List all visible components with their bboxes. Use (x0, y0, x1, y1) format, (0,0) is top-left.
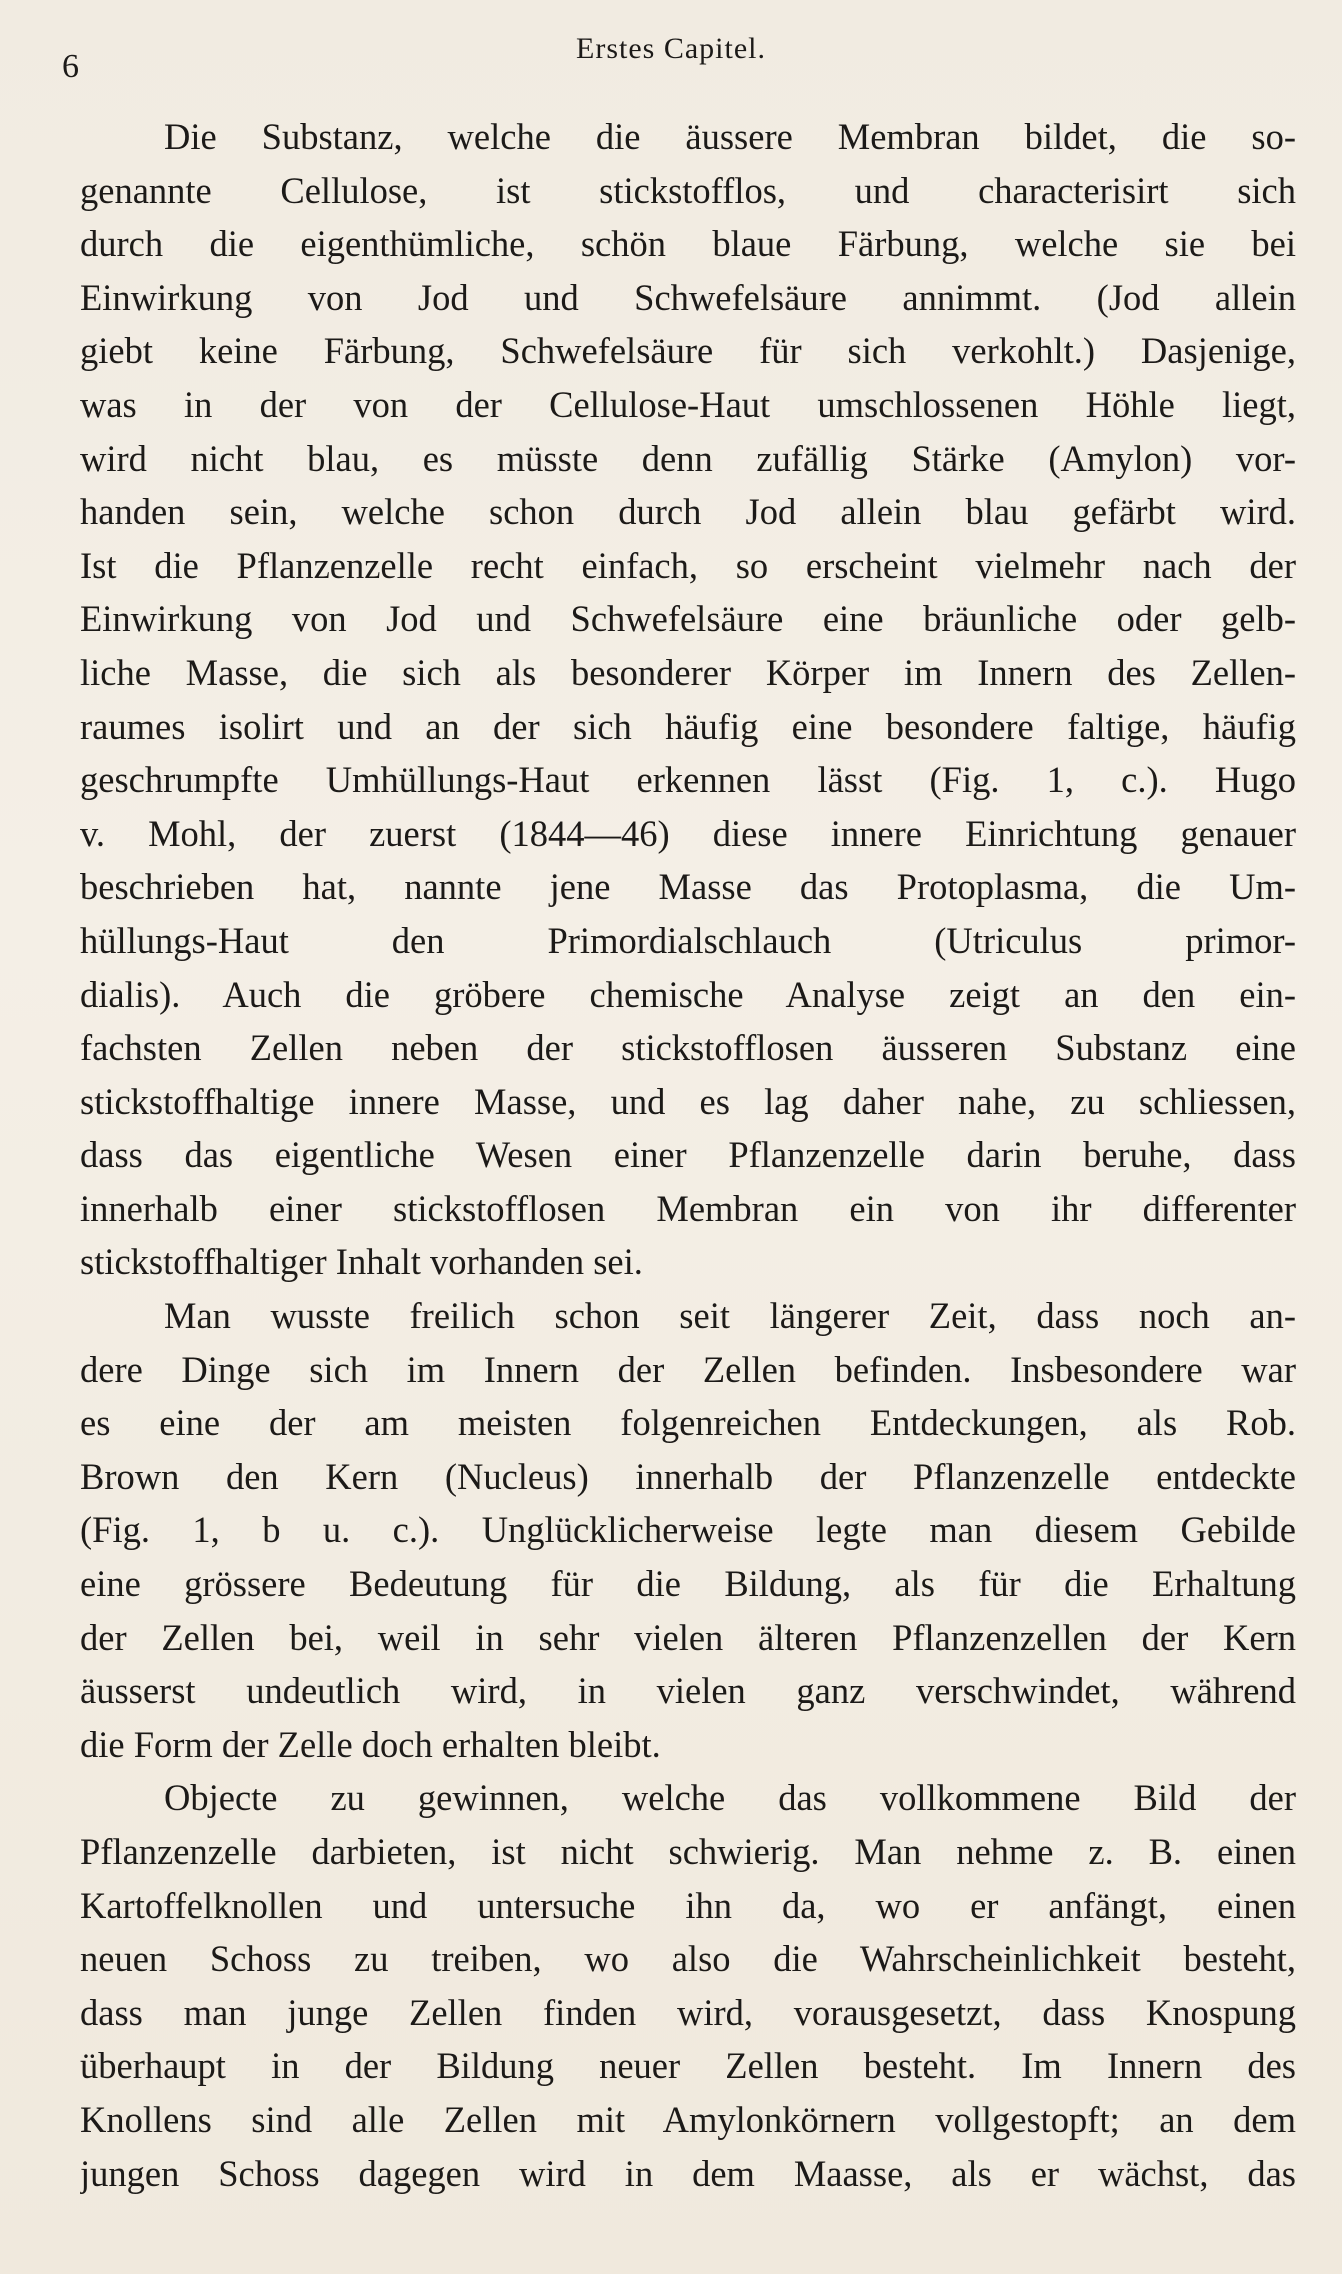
page-number: 6 (62, 48, 79, 85)
text-line: es eine der am meisten folgenreichen Entdeckungen, als Rob. (80, 1402, 1296, 1444)
text-line: stickstoffhaltige innere Masse, und es lag daher nahe, zu schliessen, (80, 1080, 1296, 1122)
text-line: (Fig. 1, b u. c.). Unglücklicherweise legte man diesem Gebilde (80, 1509, 1296, 1551)
text-line: handen sein, welche schon durch Jod allein blau gefärbt wird. (80, 491, 1296, 533)
text-line: v. Mohl, der zuerst (1844—46) diese innere Einrichtung genauer (80, 812, 1296, 854)
text-line: beschrieben hat, nannte jene Masse das Protoplasma, die Um- (80, 866, 1296, 908)
text-line: jungen Schoss dagegen wird in dem Maasse, als er wächst, das (80, 2152, 1296, 2194)
page-header (0, 28, 1342, 88)
running-head: Erstes Capitel. (576, 32, 766, 65)
text-line: dass man junge Zellen finden wird, vorausgesetzt, dass Knospung (80, 1991, 1296, 2033)
body-text (80, 110, 1296, 2200)
text-line: dass das eigentliche Wesen einer Pflanzenzelle darin beruhe, dass (80, 1134, 1296, 1176)
paragraph (80, 1771, 1296, 2200)
text-line: Ist die Pflanzenzelle recht einfach, so erscheint vielmehr nach der (80, 544, 1296, 586)
text-line: fachsten Zellen neben der stickstofflosen äusseren Substanz eine (80, 1027, 1296, 1069)
text-line: genannte Cellulose, ist stickstofflos, und characterisirt sich (80, 169, 1296, 211)
text-line: Man wusste freilich schon seit längerer Zeit, dass noch an- (164, 1295, 1296, 1337)
text-line: Pflanzenzelle darbieten, ist nicht schwierig. Man nehme z. B. einen (80, 1831, 1296, 1872)
text-line: stickstoffhaltiger Inhalt vorhanden sei. (80, 1241, 643, 1283)
text-line: Objecte zu gewinnen, welche das vollkommene Bild der (164, 1777, 1296, 1819)
text-line: neuen Schoss zu treiben, wo also die Wahrscheinlichkeit besteht, (80, 1938, 1296, 1980)
text-line: wird nicht blau, es müsste denn zufällig Stärke (Amylon) vor- (80, 437, 1296, 479)
text-line: raumes isolirt und an der sich häufig eine besondere faltige, häufig (80, 705, 1296, 747)
text-line: giebt keine Färbung, Schwefelsäure für sich verkohlt.) Dasjenige, (80, 330, 1296, 372)
text-line: die Form der Zelle doch erhalten bleibt. (80, 1723, 661, 1765)
text-line: liche Masse, die sich als besonderer Körper im Innern des Zellen- (80, 651, 1296, 693)
text-line: durch die eigenthümliche, schön blaue Färbung, welche sie bei (80, 223, 1296, 265)
text-line: was in der von der Cellulose-Haut umschlossenen Höhle liegt, (80, 383, 1296, 425)
text-line: Einwirkung von Jod und Schwefelsäure annimmt. (Jod allein (80, 276, 1296, 318)
text-line: Kartoffelknollen und untersuche ihn da, wo er anfängt, einen (80, 1884, 1296, 1926)
text-line: dere Dinge sich im Innern der Zellen befinden. Insbesondere war (80, 1348, 1296, 1390)
text-line: Die Substanz, welche die äussere Membran bildet, die so- (164, 116, 1296, 157)
text-line: Knollens sind alle Zellen mit Amylonkörnern vollgestopft; an dem (80, 2098, 1296, 2140)
text-line: Brown den Kern (Nucleus) innerhalb der Pflanzenzelle entdeckte (80, 1455, 1296, 1497)
text-line: geschrumpfte Umhüllungs-Haut erkennen lässt (Fig. 1, c.). Hugo (80, 759, 1296, 801)
text-line: der Zellen bei, weil in sehr vielen älteren Pflanzenzellen der Kern (80, 1616, 1296, 1658)
text-line: dialis). Auch die gröbere chemische Analyse zeigt an den ein- (80, 973, 1296, 1015)
paragraph (80, 110, 1296, 1289)
text-line: Einwirkung von Jod und Schwefelsäure eine bräunliche oder gelb- (80, 598, 1296, 640)
paragraph (80, 1289, 1296, 1771)
text-line: eine grössere Bedeutung für die Bildung, als für die Erhaltung (80, 1563, 1296, 1605)
text-line: hüllungs-Haut den Primordialschlauch (Utriculus primor- (80, 919, 1296, 961)
text-line: innerhalb einer stickstofflosen Membran ein von ihr differenter (80, 1187, 1296, 1229)
text-line: überhaupt in der Bildung neuer Zellen besteht. Im Innern des (80, 2045, 1296, 2087)
text-line: äusserst undeutlich wird, in vielen ganz verschwindet, während (80, 1670, 1296, 1712)
